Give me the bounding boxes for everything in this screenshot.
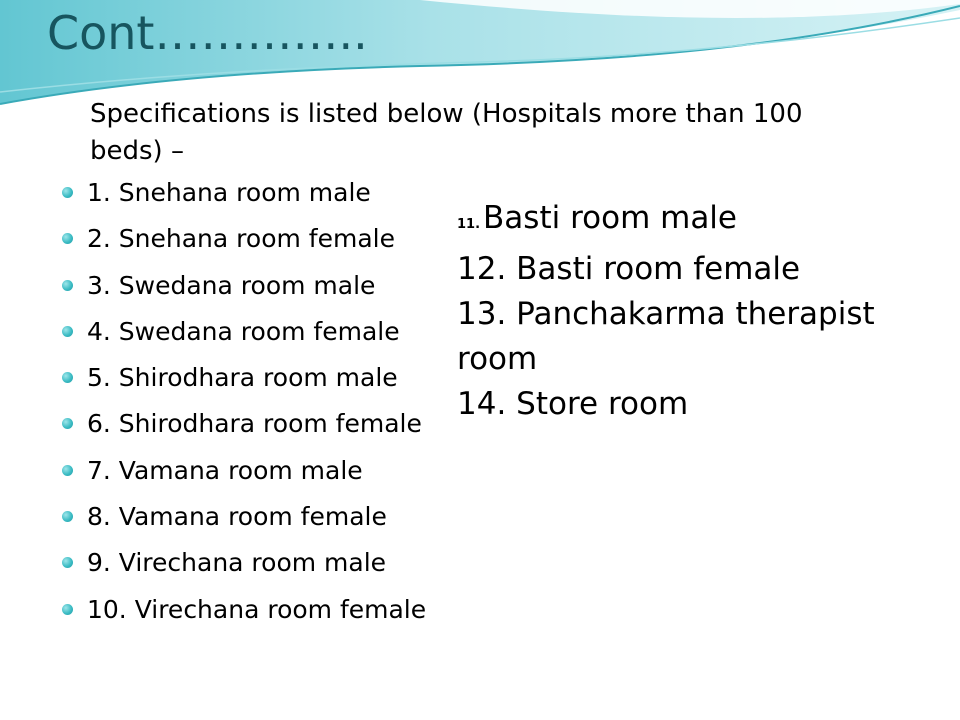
list-item	[62, 545, 426, 591]
list-item-label: 4. Swedana room female	[87, 316, 400, 346]
list-item	[457, 196, 927, 247]
list-item	[62, 499, 426, 545]
bullet-icon	[62, 187, 73, 198]
bullet-icon	[62, 465, 73, 476]
list-item-label: 14. Store room	[457, 386, 689, 422]
list-item-label: 8. Vamana room female	[87, 502, 387, 532]
list-item-label: 10. Virechana room female	[87, 594, 427, 624]
list-item	[62, 175, 426, 221]
bullet-icon	[62, 326, 73, 337]
list-item-label: 2. Snehana room female	[87, 224, 395, 254]
list-item-label: 5. Shirodhara room male	[87, 363, 398, 393]
bullet-icon	[62, 233, 73, 244]
list-item	[62, 268, 426, 314]
bullet-icon	[62, 280, 73, 291]
list-item-label: 12. Basti room female	[457, 251, 801, 287]
left-room-list	[62, 175, 426, 638]
bullet-icon	[62, 372, 73, 383]
slide-title: Cont…………..	[47, 6, 368, 60]
list-item-label: 13. Panchakarma therapist room	[457, 296, 875, 377]
list-item	[62, 406, 426, 452]
list-item	[62, 314, 426, 360]
list-item-label: 3. Swedana room male	[87, 270, 376, 300]
list-item-label: 7. Vamana room male	[87, 455, 363, 485]
bullet-icon	[62, 511, 73, 522]
list-item	[62, 453, 426, 499]
intro-text: Specifications is listed below (Hospitals more than 100 beds) –	[90, 99, 803, 166]
list-item-number: 11.	[457, 217, 481, 232]
list-item	[457, 247, 927, 292]
list-item	[457, 382, 927, 427]
list-item	[62, 221, 426, 267]
bullet-icon	[62, 418, 73, 429]
bullet-icon	[62, 557, 73, 568]
list-item	[457, 292, 927, 382]
bullet-icon	[62, 604, 73, 615]
list-item	[62, 360, 426, 406]
list-item	[62, 592, 426, 638]
list-item-label: Basti room male	[483, 200, 737, 236]
list-item-label: 9. Virechana room male	[87, 548, 387, 578]
right-room-list	[457, 196, 927, 427]
list-item-label: 1. Snehana room male	[87, 178, 371, 207]
list-item-label: 6. Shirodhara room female	[87, 409, 422, 439]
